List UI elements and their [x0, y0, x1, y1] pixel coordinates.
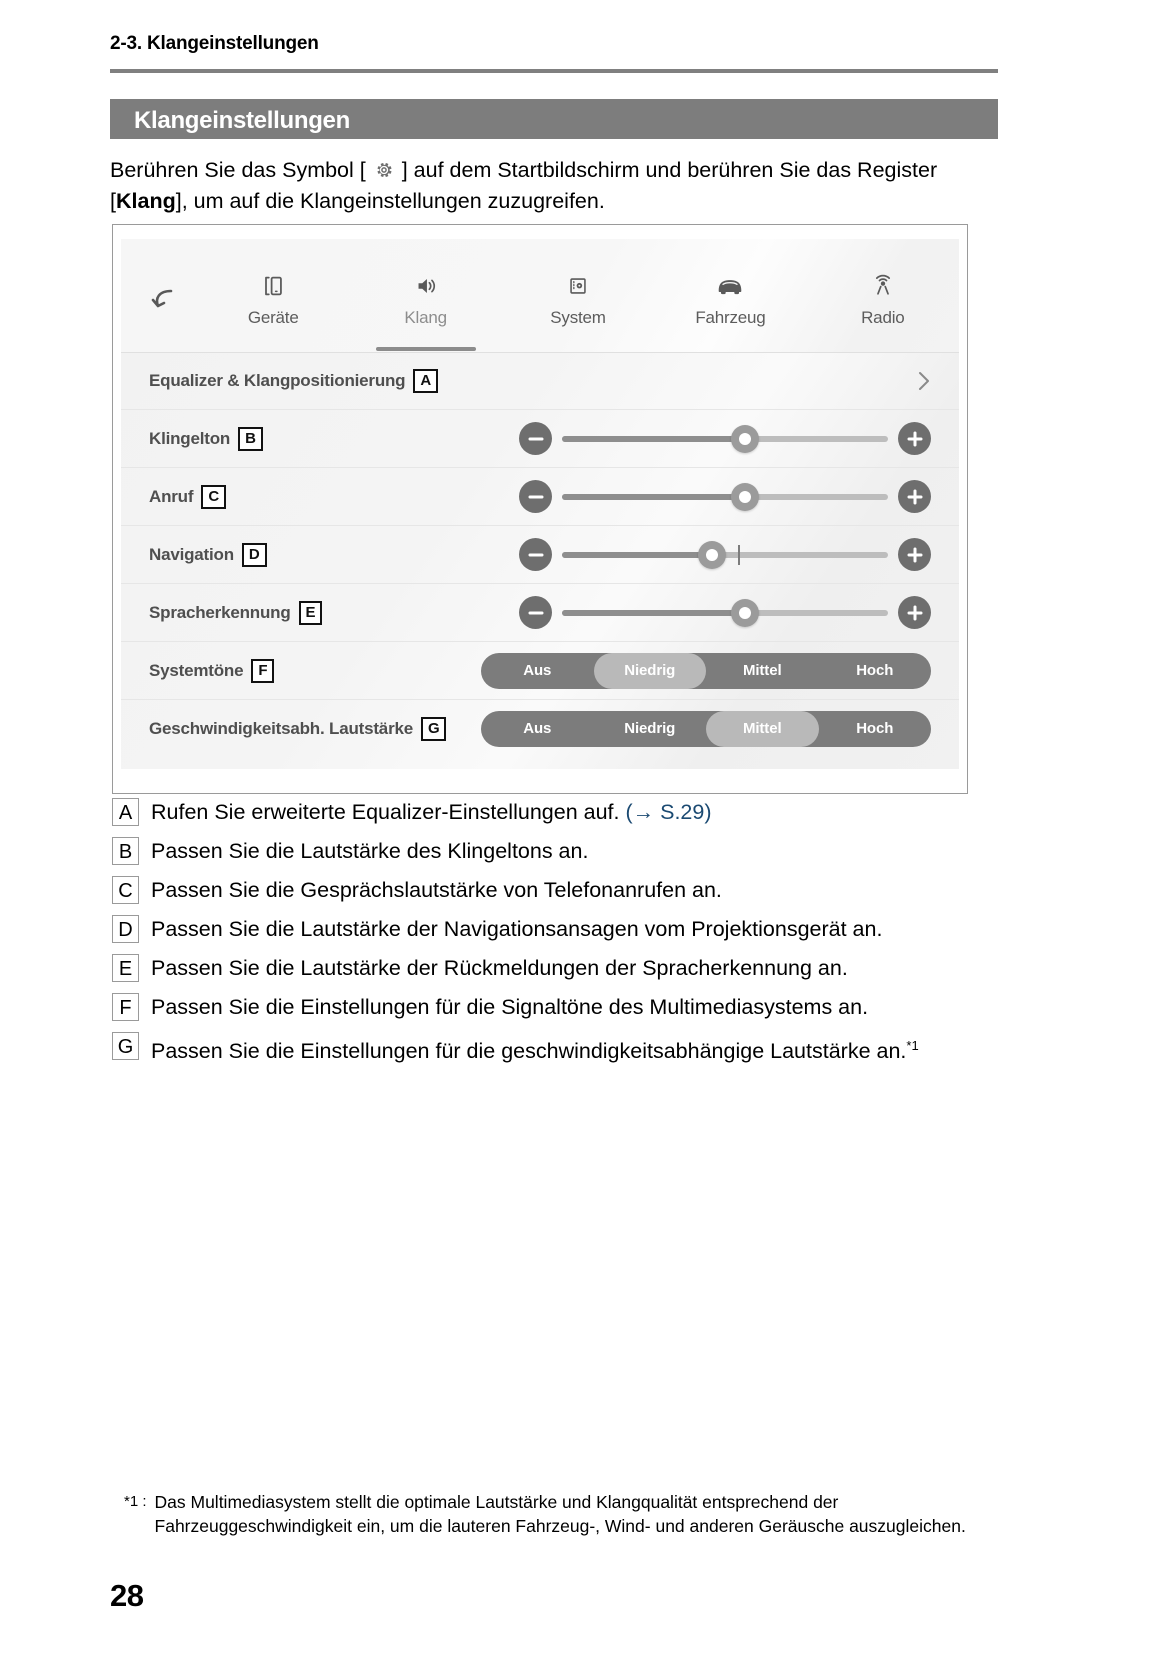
legend-text-body: Rufen Sie erweiterte Equalizer-Einstellungen auf. — [151, 800, 626, 824]
row-label: Equalizer & Klangpositionierung — [149, 370, 406, 390]
segmented-geschwindigkeitsabh[interactable] — [481, 711, 931, 747]
row-label: Navigation — [149, 544, 234, 564]
tab-system[interactable] — [502, 239, 654, 351]
legend-item-g — [112, 1032, 1012, 1065]
volume-plus-button[interactable] — [898, 422, 931, 455]
header-rule — [110, 69, 998, 73]
row-label-wrap — [149, 543, 267, 567]
segment-aus[interactable]: Aus — [523, 719, 552, 737]
tab-label: Fahrzeug — [695, 308, 766, 327]
row-equalizer[interactable] — [121, 352, 959, 410]
volume-minus-button[interactable] — [519, 538, 552, 571]
legend-item-a — [112, 798, 1012, 826]
legend-text — [151, 1032, 919, 1065]
tab-geraete[interactable] — [197, 239, 349, 351]
slider-fill — [562, 610, 745, 616]
callout-legend — [112, 798, 1012, 1076]
segment-hoch[interactable]: Hoch — [856, 661, 894, 679]
footnote-text: Das Multimediasystem stellt die optimale Lautstärke und Klangqualität entsprechend der Fahrzeuggeschwindigkeit ein, um die lauteren Fahrzeug-, Wind- und anderen Geräusche auszugleichen. — [154, 1492, 966, 1536]
row-label-wrap — [149, 717, 446, 741]
row-label: Klingelton — [149, 428, 231, 448]
tab-list — [197, 239, 959, 351]
slider-thumb[interactable] — [731, 599, 759, 627]
row-label: Anruf — [149, 486, 194, 506]
footnote-mark: *1 : — [124, 1493, 147, 1510]
callout-e: E — [299, 601, 323, 625]
slider-thumb[interactable] — [698, 541, 726, 569]
slider-fill — [562, 494, 745, 500]
row-navigation — [121, 526, 959, 584]
slider-thumb[interactable] — [731, 483, 759, 511]
legend-text: Passen Sie die Lautstärke der Navigationsansagen vom Projektionsgerät an. — [151, 917, 883, 941]
legend-text: Passen Sie die Lautstärke der Rückmeldungen der Spracherkennung an. — [151, 956, 848, 980]
row-label-wrap — [149, 427, 263, 451]
row-systemtoene — [121, 642, 959, 700]
segment-mittel[interactable]: Mittel — [706, 711, 819, 747]
head-unit-screen — [121, 239, 959, 769]
speaker-icon — [412, 269, 440, 303]
intro-paragraph — [110, 155, 1010, 217]
volume-plus-button[interactable] — [898, 480, 931, 513]
slider-fill — [562, 552, 712, 558]
volume-minus-button[interactable] — [519, 422, 552, 455]
section-title: Klangeinstellungen — [134, 107, 350, 134]
slider-track-area[interactable] — [562, 540, 888, 570]
footnote — [124, 1490, 1014, 1538]
legend-key: D — [112, 915, 139, 943]
callout-a: A — [413, 369, 438, 393]
section-banner — [110, 99, 998, 139]
chevron-right-icon[interactable] — [917, 370, 931, 392]
legend-key: E — [112, 954, 139, 982]
slider-spracherkennung[interactable] — [519, 595, 931, 631]
tab-fahrzeug[interactable] — [654, 239, 806, 351]
devices-icon — [259, 269, 287, 303]
callout-g: G — [421, 717, 446, 741]
legend-key: A — [112, 798, 139, 826]
tab-radio[interactable] — [807, 239, 959, 351]
volume-minus-button[interactable] — [519, 480, 552, 513]
tab-bar — [121, 239, 959, 353]
slider-default-tick — [738, 545, 740, 565]
tab-label: System — [550, 308, 606, 327]
legend-item-b — [112, 837, 1012, 865]
slider-track-area[interactable] — [562, 424, 888, 454]
legend-text: Passen Sie die Einstellungen für die Signaltöne des Multimediasystems an. — [151, 995, 869, 1019]
segment-hoch[interactable]: Hoch — [856, 719, 894, 737]
legend-key: B — [112, 837, 139, 865]
legend-item-c — [112, 876, 1012, 904]
radio-icon — [869, 269, 897, 303]
callout-b: B — [238, 427, 263, 451]
row-label-wrap — [149, 659, 274, 683]
volume-plus-button[interactable] — [898, 538, 931, 571]
segment-niedrig[interactable]: Niedrig — [594, 653, 707, 689]
legend-text: Passen Sie die Lautstärke des Klingeltons an. — [151, 839, 589, 863]
back-arrow-icon[interactable] — [149, 285, 189, 321]
legend-item-f — [112, 993, 1012, 1021]
segment-niedrig[interactable]: Niedrig — [624, 719, 676, 737]
row-klingelton — [121, 410, 959, 468]
running-head: 2-3. Klangeinstellungen — [110, 33, 319, 54]
row-label-wrap — [149, 369, 438, 393]
legend-key: C — [112, 876, 139, 904]
segment-aus[interactable]: Aus — [523, 661, 552, 679]
footnote-marker: *1 — [906, 1038, 919, 1053]
legend-key: F — [112, 993, 139, 1021]
settings-list — [121, 352, 959, 757]
row-label-wrap — [149, 601, 322, 625]
slider-navigation[interactable] — [519, 537, 931, 573]
page-reference-link[interactable]: (→ S.29) — [625, 800, 712, 824]
legend-item-d — [112, 915, 1012, 943]
tab-underline — [376, 347, 476, 351]
row-label: Systemtöne — [149, 660, 244, 680]
gear-icon — [374, 158, 394, 178]
intro-bold-word: Klang — [115, 189, 176, 213]
slider-track-area[interactable] — [562, 598, 888, 628]
legend-text: Passen Sie die Gesprächslautstärke von Telefonanrufen an. — [151, 878, 722, 902]
callout-c: C — [201, 485, 226, 509]
slider-track-area[interactable] — [562, 482, 888, 512]
volume-plus-button[interactable] — [898, 596, 931, 629]
screenshot-frame — [112, 224, 968, 794]
row-label-wrap — [149, 485, 226, 509]
row-label: Spracherkennung — [149, 602, 291, 622]
slider-klingelton[interactable] — [519, 421, 931, 457]
tab-label: Radio — [861, 308, 905, 327]
car-icon — [714, 269, 746, 303]
row-geschwindigkeitsabh-lautstaerke — [121, 700, 959, 757]
tab-label: Klang — [404, 308, 447, 327]
slider-fill — [562, 436, 745, 442]
slider-thumb[interactable] — [731, 425, 759, 453]
page-number: 28 — [110, 1578, 144, 1613]
segmented-systemtoene[interactable] — [481, 653, 931, 689]
intro-text-after: ] auf dem Startbildschirm und berühren Sie das Register [ — [110, 158, 938, 213]
intro-text-before: Berühren Sie das Symbol [ — [110, 158, 366, 182]
system-icon — [565, 269, 591, 303]
row-anruf — [121, 468, 959, 526]
segment-mittel[interactable]: Mittel — [742, 661, 782, 679]
volume-minus-button[interactable] — [519, 596, 552, 629]
intro-text-tail: ], um auf die Klangeinstellungen zuzugreifen. — [175, 189, 605, 213]
tab-klang[interactable] — [349, 239, 501, 351]
tab-label: Geräte — [247, 308, 299, 327]
callout-f: F — [251, 659, 274, 683]
legend-text-body: Passen Sie die Einstellungen für die geschwindigkeitsabhängige Lautstärke an. — [151, 1039, 907, 1064]
legend-text — [151, 798, 712, 826]
slider-anruf[interactable] — [519, 479, 931, 515]
row-spracherkennung — [121, 584, 959, 642]
callout-d: D — [242, 543, 267, 567]
row-label: Geschwindigkeitsabh. Lautstärke — [149, 718, 413, 738]
legend-key: G — [112, 1032, 139, 1060]
legend-item-e — [112, 954, 1012, 982]
